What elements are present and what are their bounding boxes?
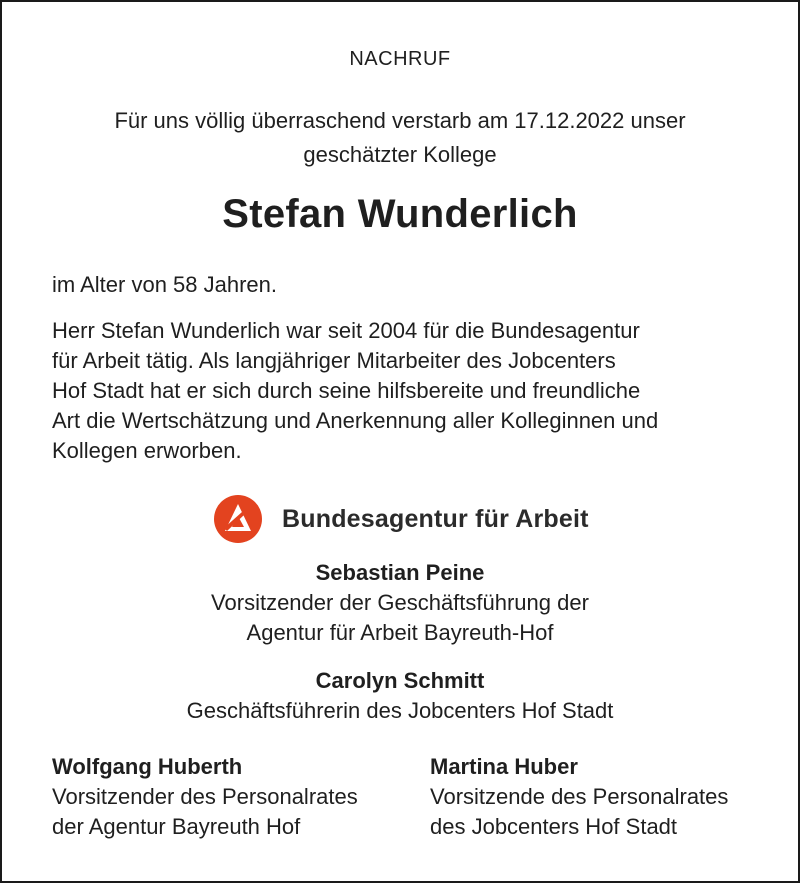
signatory-block [52, 752, 358, 842]
signatory-name: Wolfgang Huberth [52, 754, 243, 779]
signatory-title: des Jobcenters Hof Stadt [430, 814, 678, 839]
intro-line: geschätzter Kollege [303, 142, 497, 167]
signatory-name: Carolyn Schmitt [315, 668, 485, 693]
bio-line: Herr Stefan Wunderlich war seit 2004 für die Bundesagentur [52, 318, 640, 343]
signatory-title: Geschäftsführerin des Jobcenters Hof Stadt [186, 698, 614, 723]
bio-line: für Arbeit tätig. Als langjähriger Mitarbeiter des Jobcenters [52, 348, 616, 373]
signatory-block [2, 558, 798, 648]
obituary-heading: NACHRUF [349, 48, 451, 70]
signatory-title: Vorsitzender des Personalrates [52, 784, 358, 809]
signatory-name: Martina Huber [430, 754, 578, 779]
bio-line: Art die Wertschätzung und Anerkennung aller Kolleginnen und [52, 408, 659, 433]
signatory-block [2, 666, 798, 726]
signatory-title: der Agentur Bayreuth Hof [52, 814, 301, 839]
intro-line: Für uns völlig überraschend verstarb am 17.12.2022 unser [114, 108, 686, 133]
signatory-title: Vorsitzende des Personalrates [430, 784, 729, 809]
intro-text [62, 104, 738, 172]
ba-logo-icon [214, 495, 262, 543]
organization-logo [214, 496, 589, 542]
signatory-name: Sebastian Peine [315, 560, 485, 585]
bio-line: Hof Stadt hat er sich durch seine hilfsbereite und freundliche [52, 378, 641, 403]
deceased-name: Stefan Wunderlich [222, 192, 578, 236]
age-line: im Alter von 58 Jahren. [52, 272, 278, 297]
signatory-block [430, 752, 728, 842]
signatory-title: Vorsitzender der Geschäftsführung der [211, 590, 589, 615]
biography-paragraph [52, 316, 772, 466]
bio-line: Kollegen erworben. [52, 438, 242, 463]
signatory-title: Agentur für Arbeit Bayreuth-Hof [246, 620, 554, 645]
organization-name: Bundesagentur für Arbeit [282, 504, 589, 533]
